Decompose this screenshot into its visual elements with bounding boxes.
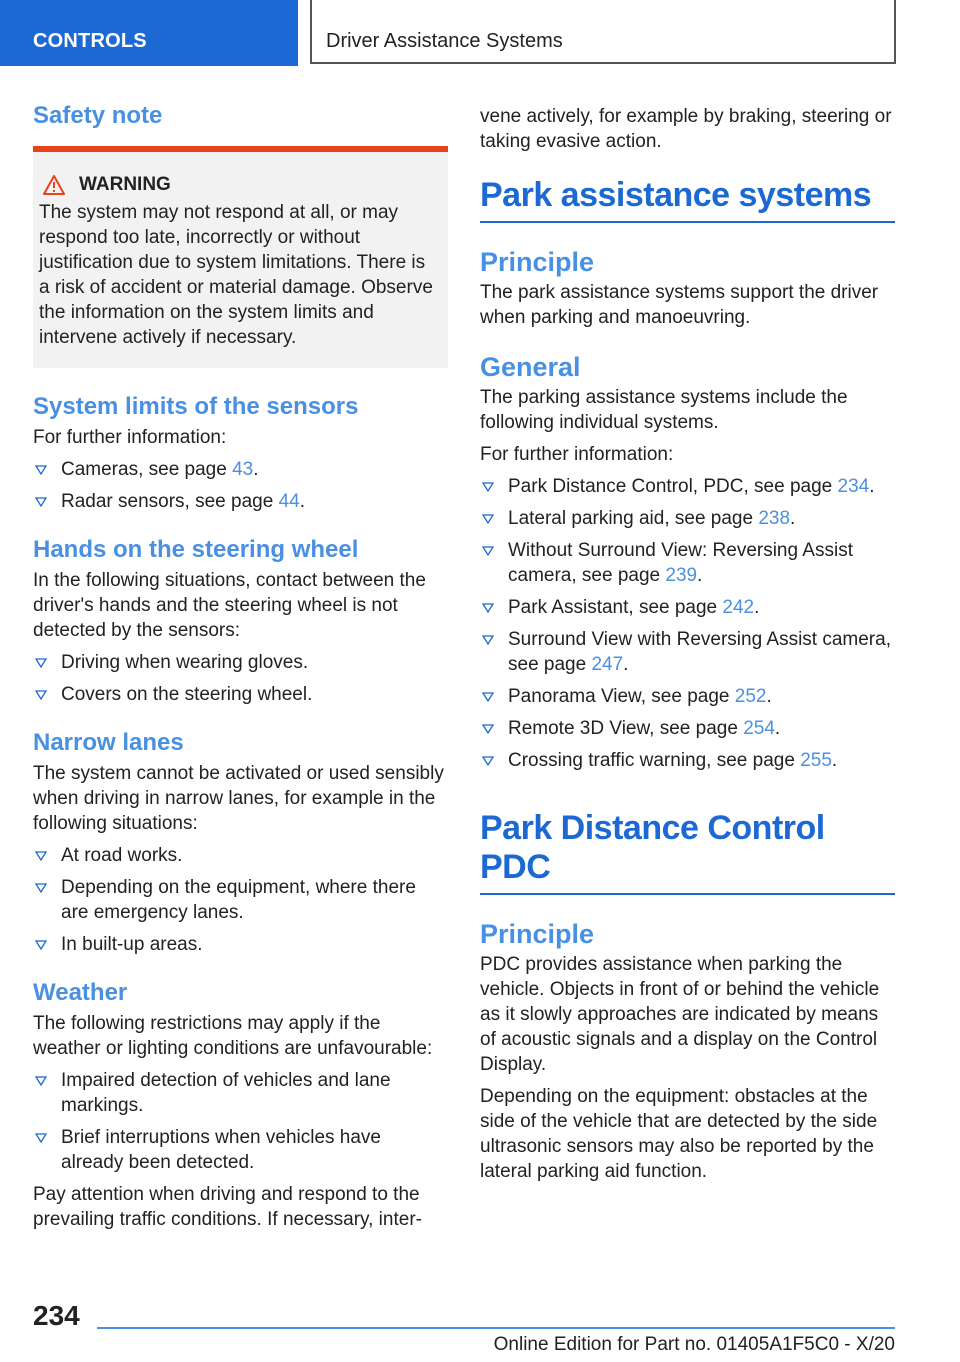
- warning-triangle-icon: [43, 175, 65, 195]
- bullet-triangle-icon: [482, 546, 494, 556]
- list-item-text: Radar sensors, see page: [61, 491, 279, 512]
- footer-rule: [97, 1327, 895, 1329]
- pdc-principle-heading: Principle: [480, 919, 595, 949]
- chapter-label: Driver Assistance Systems: [326, 30, 563, 52]
- list-item-end: .: [253, 459, 259, 480]
- hands-heading: Hands on the steering wheel: [33, 536, 359, 563]
- page-link[interactable]: 43: [232, 459, 254, 480]
- bullet-triangle-icon: [482, 692, 494, 702]
- list-item-end: .: [697, 565, 703, 586]
- heading-rule: [480, 893, 895, 895]
- principle-text: The park assistance systems support the driver when parking and manoeuvring.: [480, 282, 879, 328]
- page-link[interactable]: 247: [591, 654, 624, 675]
- list-item-text: Park Distance Control, PDC, see page: [508, 476, 838, 497]
- list-item-text: Covers on the steering wheel.: [61, 684, 313, 705]
- list-item: [33, 489, 448, 514]
- weather-text: The following restrictions may apply if the weather or lighting conditions are unfavourable:: [33, 1013, 433, 1059]
- page-link[interactable]: 254: [743, 718, 775, 739]
- pdc-text-1: PDC provides assistance when parking the vehicle. Objects in front of or behind the vehicle as it slowly approaches are indicated by means of acoustic signals and a display on the Control Display.: [480, 954, 880, 1075]
- list-item-end: .: [869, 476, 875, 497]
- edition-text: Online Edition for Part no. 01405A1F5C0 - X/20: [493, 1334, 895, 1355]
- warning-box: [33, 146, 448, 368]
- limits-intro: For further information:: [33, 427, 227, 448]
- list-item-end: .: [299, 491, 305, 512]
- bullet-triangle-icon: [35, 690, 47, 700]
- list-item-text: Impaired detection of vehicles and lane markings.: [61, 1070, 391, 1116]
- list-item: [480, 716, 895, 741]
- list-item: [33, 932, 448, 957]
- hands-list: [33, 650, 448, 707]
- narrow-lanes-heading: Narrow lanes: [33, 729, 184, 756]
- list-item-end: .: [790, 508, 796, 529]
- list-item: [480, 684, 895, 709]
- bullet-triangle-icon: [482, 514, 494, 524]
- weather-list: [33, 1068, 448, 1175]
- list-item: [480, 538, 895, 588]
- list-item-text: Remote 3D View, see page: [508, 718, 744, 739]
- pdc-heading: Park Distance Control PDC: [480, 809, 825, 886]
- bullet-triangle-icon: [35, 1133, 47, 1143]
- list-item: [33, 650, 448, 675]
- page-link[interactable]: 242: [722, 597, 755, 618]
- list-item-text: Crossing traffic warning, see page: [508, 750, 801, 771]
- list-item-end: .: [623, 654, 629, 675]
- bullet-triangle-icon: [35, 658, 47, 668]
- bullet-triangle-icon: [482, 724, 494, 734]
- park-assistance-heading: Park assistance systems: [480, 176, 872, 214]
- pdc-text-2: Depending on the equipment: obstacles at the side of the vehicle that are detected by the side ultrasonic sensors may also be reported by the lateral parking aid function.: [480, 1086, 878, 1182]
- list-item: [33, 1068, 448, 1118]
- heading-rule: [480, 221, 895, 223]
- list-item: [480, 474, 895, 499]
- page-link[interactable]: 239: [665, 565, 698, 586]
- bullet-triangle-icon: [482, 756, 494, 766]
- list-item: [33, 1125, 448, 1175]
- list-item-text: Without Surround View: Reversing Assist camera, see page: [508, 540, 853, 586]
- list-item-text: Cameras, see page: [61, 459, 233, 480]
- page-number: 234: [33, 1300, 80, 1331]
- bullet-triangle-icon: [482, 482, 494, 492]
- list-item: [480, 506, 895, 531]
- warning-title: [39, 174, 438, 196]
- general-text: The parking assistance systems include the following individual systems.: [480, 387, 848, 433]
- page-link[interactable]: 255: [800, 750, 832, 771]
- list-item-text: Park Assistant, see page: [508, 597, 723, 618]
- list-item-end: .: [766, 686, 772, 707]
- general-intro: For further information:: [480, 444, 674, 465]
- general-heading: General: [480, 352, 581, 382]
- list-item: [480, 627, 895, 677]
- list-item: [480, 748, 895, 773]
- bullet-triangle-icon: [35, 465, 47, 475]
- bullet-triangle-icon: [35, 497, 47, 507]
- list-item-text: Surround View with Reversing Assist camera, see page: [508, 629, 891, 675]
- list-item-end: .: [831, 750, 838, 771]
- section-label: CONTROLS: [33, 30, 147, 52]
- bullet-triangle-icon: [35, 940, 47, 950]
- chapter-tab: [310, 0, 896, 64]
- principle-heading: Principle: [480, 247, 595, 277]
- bullet-triangle-icon: [35, 851, 47, 861]
- weather-outro: Pay attention when driving and respond to the prevailing traffic conditions. If necessary, inter-: [33, 1184, 422, 1230]
- list-item-end: .: [754, 597, 760, 618]
- weather-heading: Weather: [33, 979, 128, 1006]
- limits-list: [33, 457, 448, 514]
- page-link[interactable]: 234: [837, 476, 870, 497]
- bullet-triangle-icon: [482, 603, 494, 613]
- bullet-triangle-icon: [35, 883, 47, 893]
- warning-text: The system may not respond at all, or may respond too late, incorrectly or without justification due to system limitations. There is a risk of accident or material damage. Observe the information on the system limits and intervene actively if necessary.: [39, 202, 433, 348]
- list-item-text: Lateral parking aid, see page: [508, 508, 759, 529]
- narrow-list: [33, 843, 448, 957]
- system-limits-heading: System limits of the sensors: [33, 393, 359, 420]
- list-item-text: Panorama View, see page: [508, 686, 735, 707]
- list-item: [33, 682, 448, 707]
- safety-note-heading: Safety note: [33, 102, 163, 129]
- right-column: [480, 100, 895, 1184]
- list-item-text: At road works.: [61, 845, 183, 866]
- left-column: [33, 100, 448, 1232]
- list-item: [33, 875, 448, 925]
- bullet-triangle-icon: [482, 635, 494, 645]
- section-tab: [0, 0, 298, 66]
- continued-text: vene actively, for example by braking, steering or taking evasive action.: [480, 106, 892, 152]
- page-link[interactable]: 238: [758, 508, 791, 529]
- list-item-text: Brief interruptions when vehicles have already been detected.: [61, 1127, 382, 1173]
- hands-text: In the following situations, contact between the driver's hands and the steering wheel is not detected by the sensors:: [33, 570, 426, 641]
- list-item: [33, 843, 448, 868]
- warning-label: WARNING: [79, 174, 171, 195]
- list-item-text: Depending on the equipment, where there are emergency lanes.: [61, 877, 416, 923]
- page-link[interactable]: 44: [278, 491, 300, 512]
- list-item-text: Driving when wearing gloves.: [61, 652, 309, 673]
- narrow-text: The system cannot be activated or used sensibly when driving in narrow lanes, for example in the following situations:: [33, 763, 444, 834]
- list-item: [480, 595, 895, 620]
- bullet-triangle-icon: [35, 1076, 47, 1086]
- page-link[interactable]: 252: [734, 686, 767, 707]
- list-item-text: In built-up areas.: [61, 934, 203, 955]
- list-item-end: .: [774, 718, 781, 739]
- list-item: [33, 457, 448, 482]
- general-list: [480, 474, 895, 773]
